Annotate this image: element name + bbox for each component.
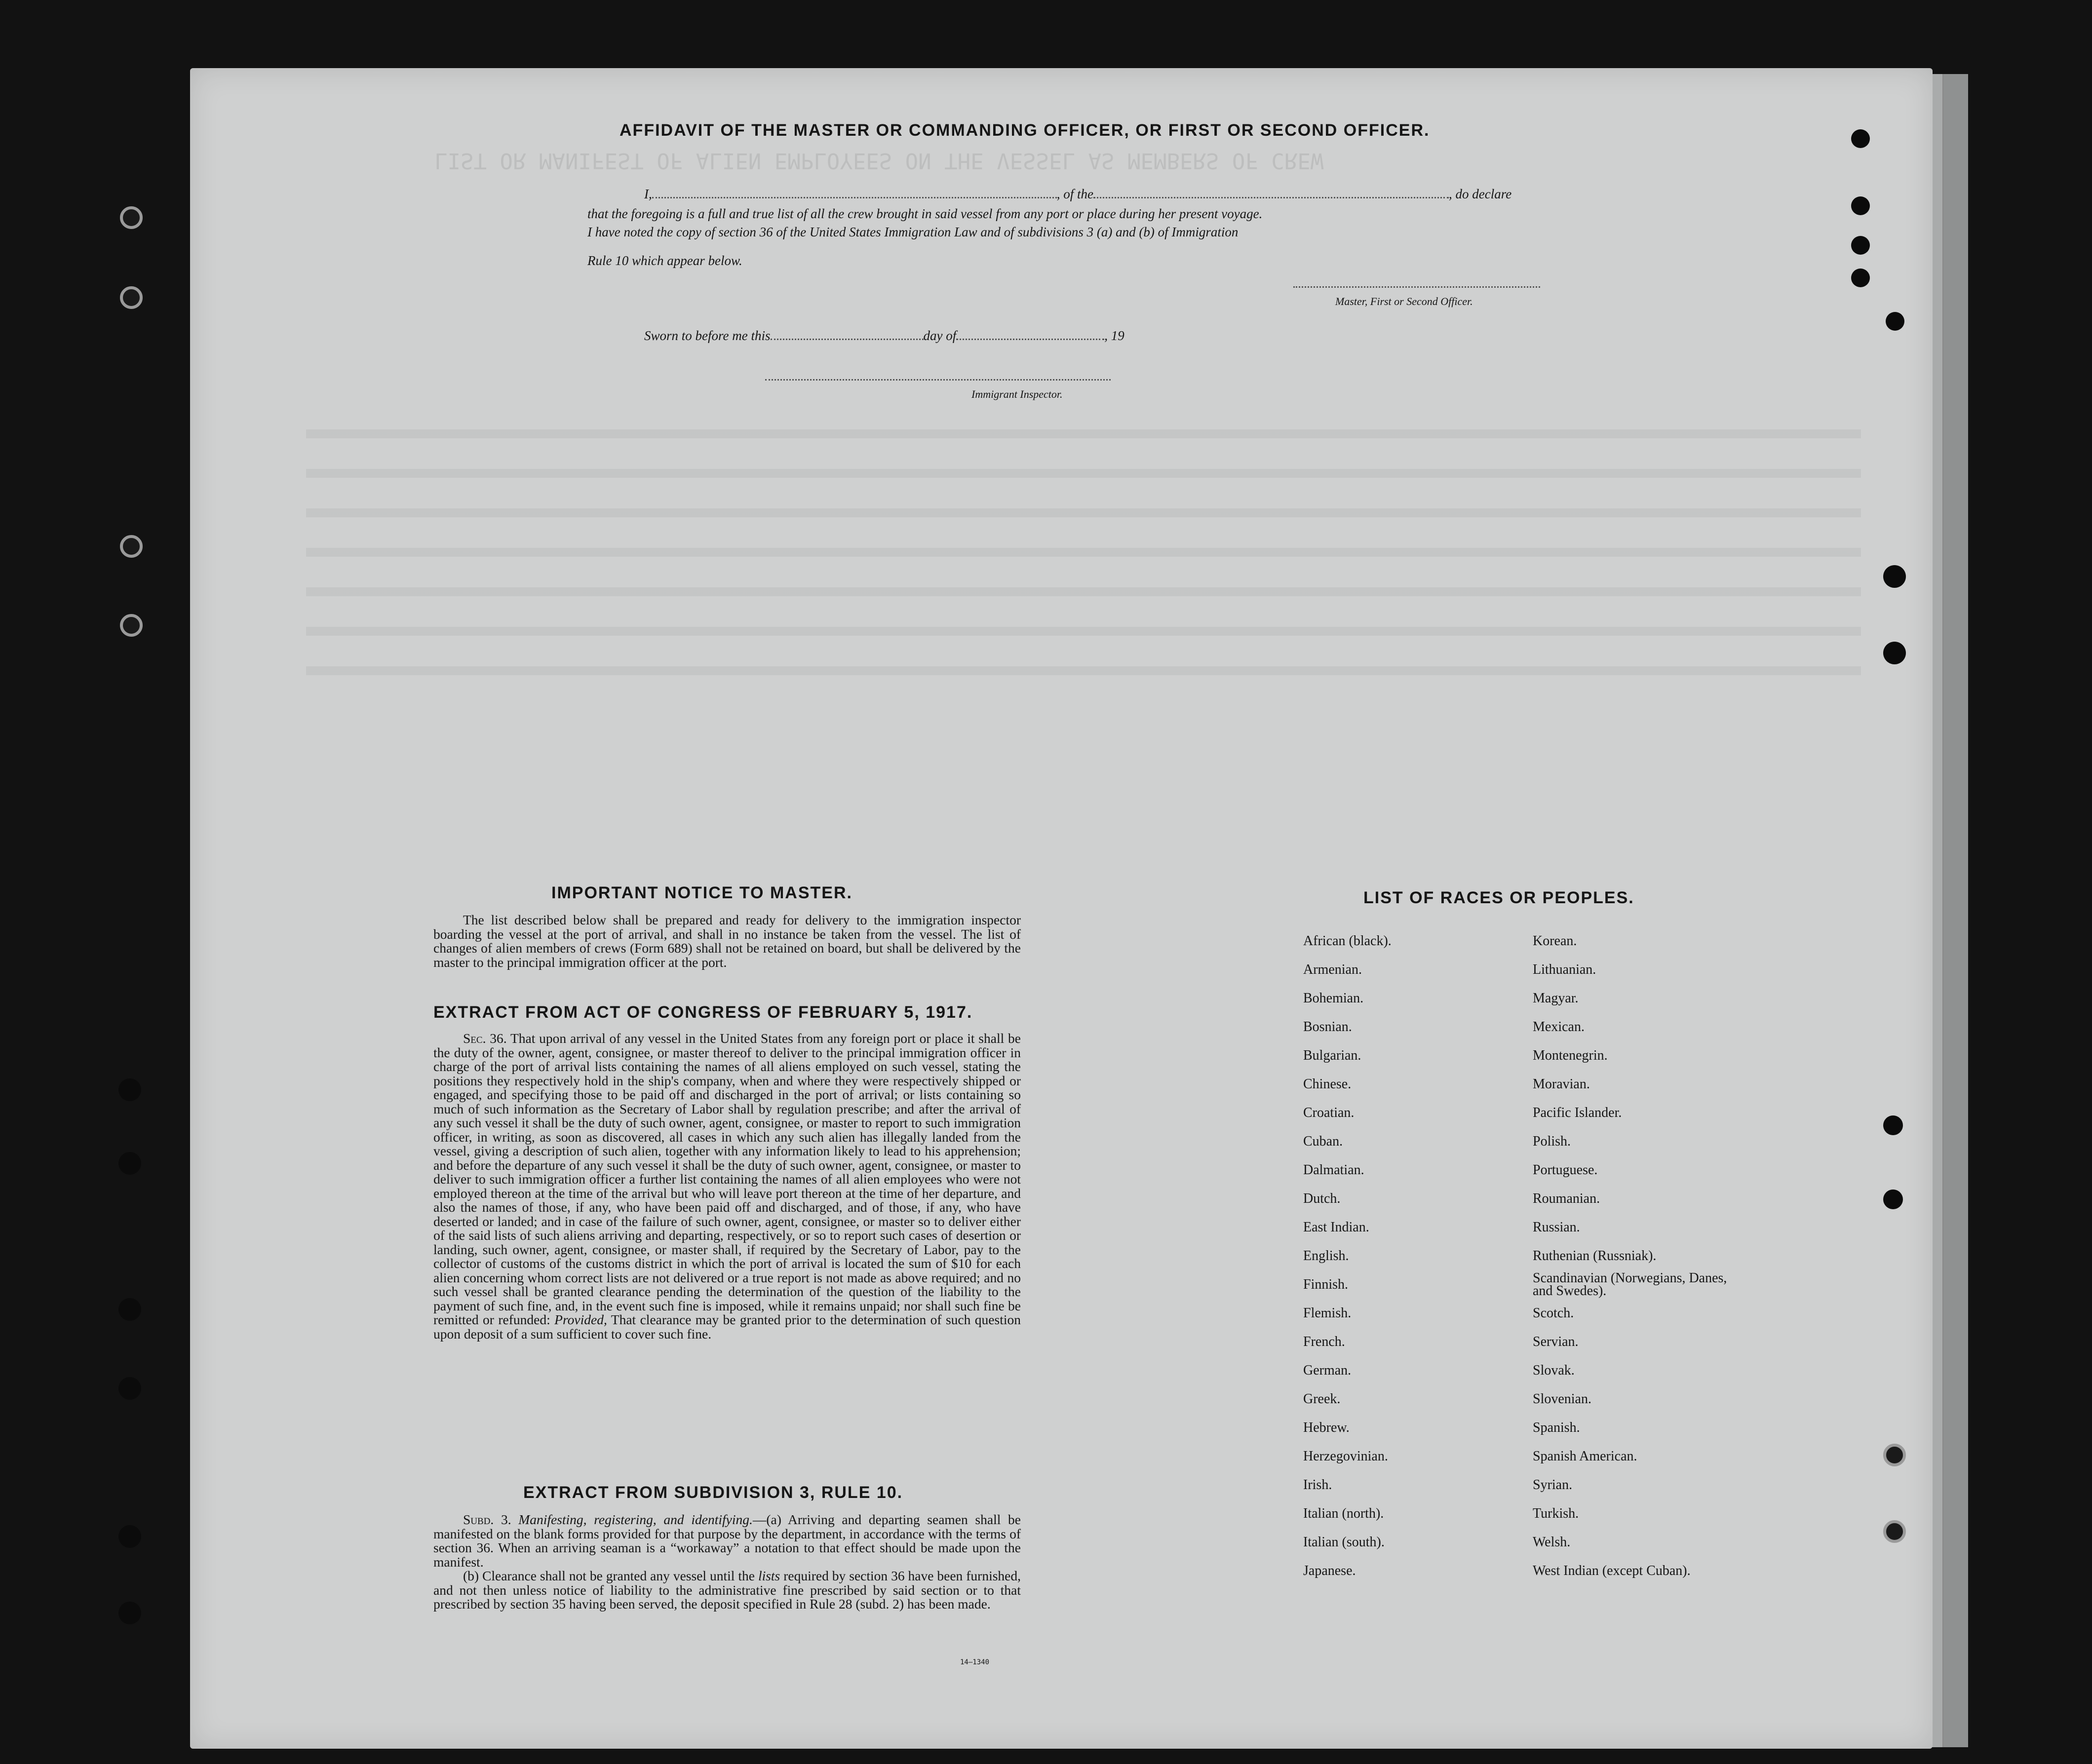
race-item: Ruthenian (Russniak). xyxy=(1533,1248,1657,1264)
inspector-caption: Immigrant Inspector. xyxy=(971,388,1063,400)
act-paragraph xyxy=(433,1032,1021,1341)
master-signature-line xyxy=(1293,286,1540,288)
race-item: Lithuanian. xyxy=(1533,962,1596,977)
race-item: Turkish. xyxy=(1533,1506,1579,1521)
rule-heading: EXTRACT FROM SUBDIVISION 3, RULE 10. xyxy=(523,1483,903,1502)
race-item: Magyar. xyxy=(1533,991,1579,1006)
race-item: Korean. xyxy=(1533,933,1577,949)
race-item: Mexican. xyxy=(1533,1019,1585,1035)
form-number: 14—1340 xyxy=(960,1658,990,1666)
binder-hole xyxy=(1883,1189,1903,1209)
race-item: Slovenian. xyxy=(1533,1391,1591,1407)
races-left-column xyxy=(1303,934,1511,1593)
act-text xyxy=(433,1032,1021,1341)
binder-hole xyxy=(1886,312,1904,331)
master-caption: Master, First or Second Officer. xyxy=(1335,295,1473,307)
binder-hole xyxy=(1851,268,1870,287)
race-item: Russian. xyxy=(1533,1220,1580,1235)
affidavit-line-3: I have noted the copy of section 36 of the United States Immigration Law and of subdivisions 3 (a) and (b) of Immigration xyxy=(587,225,1239,239)
binder-hole xyxy=(118,1298,141,1321)
inspector-signature-line xyxy=(765,379,1111,381)
race-item: Bulgarian. xyxy=(1303,1048,1361,1063)
race-item: Bohemian. xyxy=(1303,991,1364,1006)
binder-hole xyxy=(118,1525,141,1548)
notice-paragraph: The list described below shall be prepared and ready for delivery to the immigration inspector boarding the vessel at the port of arrival, and shall in no instance be taken from the vessel. The list of changes of alien members of crews (Form 689) shall not be retained on board, but shall be delivered by the master to the principal immigration officer at the port. xyxy=(433,912,1021,970)
race-item: Servian. xyxy=(1533,1334,1579,1349)
binder-hole xyxy=(120,614,143,637)
race-item: Chinese. xyxy=(1303,1076,1352,1092)
binder-hole xyxy=(118,1602,141,1624)
binder-hole xyxy=(1851,196,1870,215)
race-item: Flemish. xyxy=(1303,1305,1352,1321)
bleed-through xyxy=(306,429,1861,706)
race-item: Spanish. xyxy=(1533,1420,1580,1435)
binder-hole xyxy=(1851,129,1870,148)
sworn-day-blank xyxy=(771,329,924,340)
affidavit-line-1 xyxy=(644,187,1511,202)
race-item: English. xyxy=(1303,1248,1349,1264)
binder-hole xyxy=(118,1152,141,1175)
year-label: , 19 xyxy=(1104,328,1124,343)
binder-hole xyxy=(118,1078,141,1101)
rule-text xyxy=(433,1513,1021,1611)
day-of-label: day of xyxy=(923,328,957,343)
section-label: Sec. 36. xyxy=(463,1031,507,1046)
section-text: That upon arrival of any vessel in the United States from any foreign port or place it shall be the duty of the owner, agent, consignee, or master thereof to deliver to the principal immigration officer in charge of the port of arrival lists containing the names of all aliens employed on such vessel, stating the positions they respectively hold in the ship's company, when and where they were respectively shipped or engaged, and specifying those to be paid off and discharged in the port of arrival; or lists containing so much of such information as the Secretary of Labor shall by regulation prescribe; and after the arrival of any such vessel it shall be the duty of such owner, agent, consignee, or master to report to such immigration officer, in writing, as soon as discovered, all cases in which any such alien has illegally landed from the vessel, giving a description of such alien, together with any information likely to lead to his apprehension; and before the departure of any such vessel it shall be the duty of such owner, agent, consignee, or master to deliver to such immigration officer a further list containing the names of all alien employees who were not employed thereon at the time of the arrival but who will leave port thereon at the time of her departure, and also the names of those, if any, who have been paid off and discharged, and of those, if any, who have deserted or landed; and in case of the failure of such owner, agent, consignee, or master so to deliver either of the said lists of such aliens arriving and departing, respectively, or so to report such cases of desertion or landing, such owner, agent, consignee, or master shall, if required by the Secretary of Labor, pay to the collector of customs of the customs district in which the port of arrival is located the sum of $10 for each alien concerning whom correct lists are not delivered or a true report is not made as above required; and no such vessel shall be granted clearance pending the determination of the question of the liability to the payment of such fine, and, in the event such fine is imposed, while it remains unpaid; nor shall such fine be remitted or refunded: xyxy=(433,1031,1021,1327)
race-item: Armenian. xyxy=(1303,962,1362,977)
race-item: Greek. xyxy=(1303,1391,1341,1407)
binder-hole xyxy=(1851,236,1870,255)
rule-paragraph-a xyxy=(433,1513,1021,1569)
race-item: Syrian. xyxy=(1533,1477,1573,1493)
para-b-end: required by section 36 have been furnished, and not then unless notice of liability to the administrative fine prescribed by said section or to that prescribed by section 35 having been served, the deposit specified in Rule 28 (subd. 2) has been made. xyxy=(433,1568,1021,1611)
race-item: East Indian. xyxy=(1303,1220,1369,1235)
race-item: Pacific Islander. xyxy=(1533,1105,1622,1120)
race-item: Polish. xyxy=(1533,1134,1571,1149)
race-item: Roumanian. xyxy=(1533,1191,1600,1206)
race-item: Cuban. xyxy=(1303,1134,1343,1149)
para-b-lists: lists xyxy=(758,1568,780,1583)
race-item: African (black). xyxy=(1303,933,1392,949)
subd-para-a: —(a) Arriving and departing seamen shall be manifested on the blank forms provided for that purpose by the department, in accordance with the terms of section 36. When an arriving seaman is a “workaway” a notation to that effect should be made upon the manifest. xyxy=(433,1512,1021,1570)
race-item: West Indian (except Cuban). xyxy=(1533,1563,1691,1578)
race-item: Slovak. xyxy=(1533,1363,1575,1378)
races-right-column xyxy=(1533,934,1740,1593)
name-blank xyxy=(652,187,1057,198)
race-item: Finnish. xyxy=(1303,1277,1349,1292)
sworn-label: Sworn to before me this xyxy=(644,328,771,343)
race-item: Japanese. xyxy=(1303,1563,1356,1578)
bleed-through: LIST OR MANIFEST OF ALIEN EMPLOYEES ON THE VESSEL AS MEMBERS OF CREW xyxy=(434,148,1324,173)
subd-label: Subd. 3. xyxy=(463,1512,511,1527)
affidavit-i: I, xyxy=(644,187,652,201)
race-item: Welsh. xyxy=(1533,1534,1571,1550)
binder-hole xyxy=(1883,565,1906,588)
race-item: Dalmatian. xyxy=(1303,1162,1364,1178)
vessel-blank xyxy=(1093,187,1449,198)
race-item: Scotch. xyxy=(1533,1305,1574,1321)
rule-paragraph-b xyxy=(433,1569,1021,1611)
race-item: Irish. xyxy=(1303,1477,1332,1493)
race-item: Croatian. xyxy=(1303,1105,1355,1120)
binder-hole xyxy=(120,286,143,309)
notice-heading: IMPORTANT NOTICE TO MASTER. xyxy=(551,883,852,902)
race-item: German. xyxy=(1303,1363,1352,1378)
binder-hole xyxy=(1883,1444,1906,1466)
race-item: Montenegrin. xyxy=(1533,1048,1608,1063)
race-item: Italian (south). xyxy=(1303,1534,1385,1550)
proviso-word: Provided, xyxy=(554,1312,607,1327)
notice-text xyxy=(433,913,1021,969)
affidavit-do-declare: , do declare xyxy=(1449,187,1512,201)
race-item: French. xyxy=(1303,1334,1345,1349)
binder-hole xyxy=(118,1377,141,1400)
month-blank xyxy=(956,329,1104,340)
race-item: Italian (north). xyxy=(1303,1506,1384,1521)
race-item: Bosnian. xyxy=(1303,1019,1352,1035)
race-item: Portuguese. xyxy=(1533,1162,1598,1178)
affidavit-title: AFFIDAVIT OF THE MASTER OR COMMANDING OFFICER, OR FIRST OR SECOND OFFICER. xyxy=(620,121,1430,140)
binder-hole xyxy=(1883,642,1906,664)
binder-hole xyxy=(1883,1115,1903,1135)
affidavit-of-the: , of the xyxy=(1056,187,1093,201)
race-item: Moravian. xyxy=(1533,1076,1590,1092)
races-heading: LIST OF RACES OR PEOPLES. xyxy=(1363,888,1634,907)
act-heading: EXTRACT FROM ACT OF CONGRESS OF FEBRUARY 5, 1917. xyxy=(433,1003,973,1022)
binder-hole xyxy=(1883,1520,1906,1543)
binder-hole xyxy=(120,206,143,229)
para-b-start: (b) Clearance shall not be granted any vessel until the xyxy=(463,1568,755,1583)
race-item: Hebrew. xyxy=(1303,1420,1350,1435)
sworn-line xyxy=(644,328,1124,344)
race-item: Scandinavian (Norwegians, Danes, and Swedes). xyxy=(1533,1270,1727,1299)
affidavit-line-4: Rule 10 which appear below. xyxy=(587,253,742,268)
subd-title: Manifesting, registering, and identifying. xyxy=(518,1512,753,1527)
affidavit-line-2: that the foregoing is a full and true list of all the crew brought in said vessel from any port or place during her present voyage. xyxy=(587,206,1263,221)
proviso-text: That clearance may be granted prior to the determination of such question upon deposit of a sum sufficient to cover such fine. xyxy=(433,1312,1021,1342)
race-item: Herzegovinian. xyxy=(1303,1449,1388,1464)
race-item: Spanish American. xyxy=(1533,1449,1637,1464)
race-item: Dutch. xyxy=(1303,1191,1341,1206)
binder-hole xyxy=(120,535,143,558)
page-edge-back xyxy=(1942,74,1968,1747)
